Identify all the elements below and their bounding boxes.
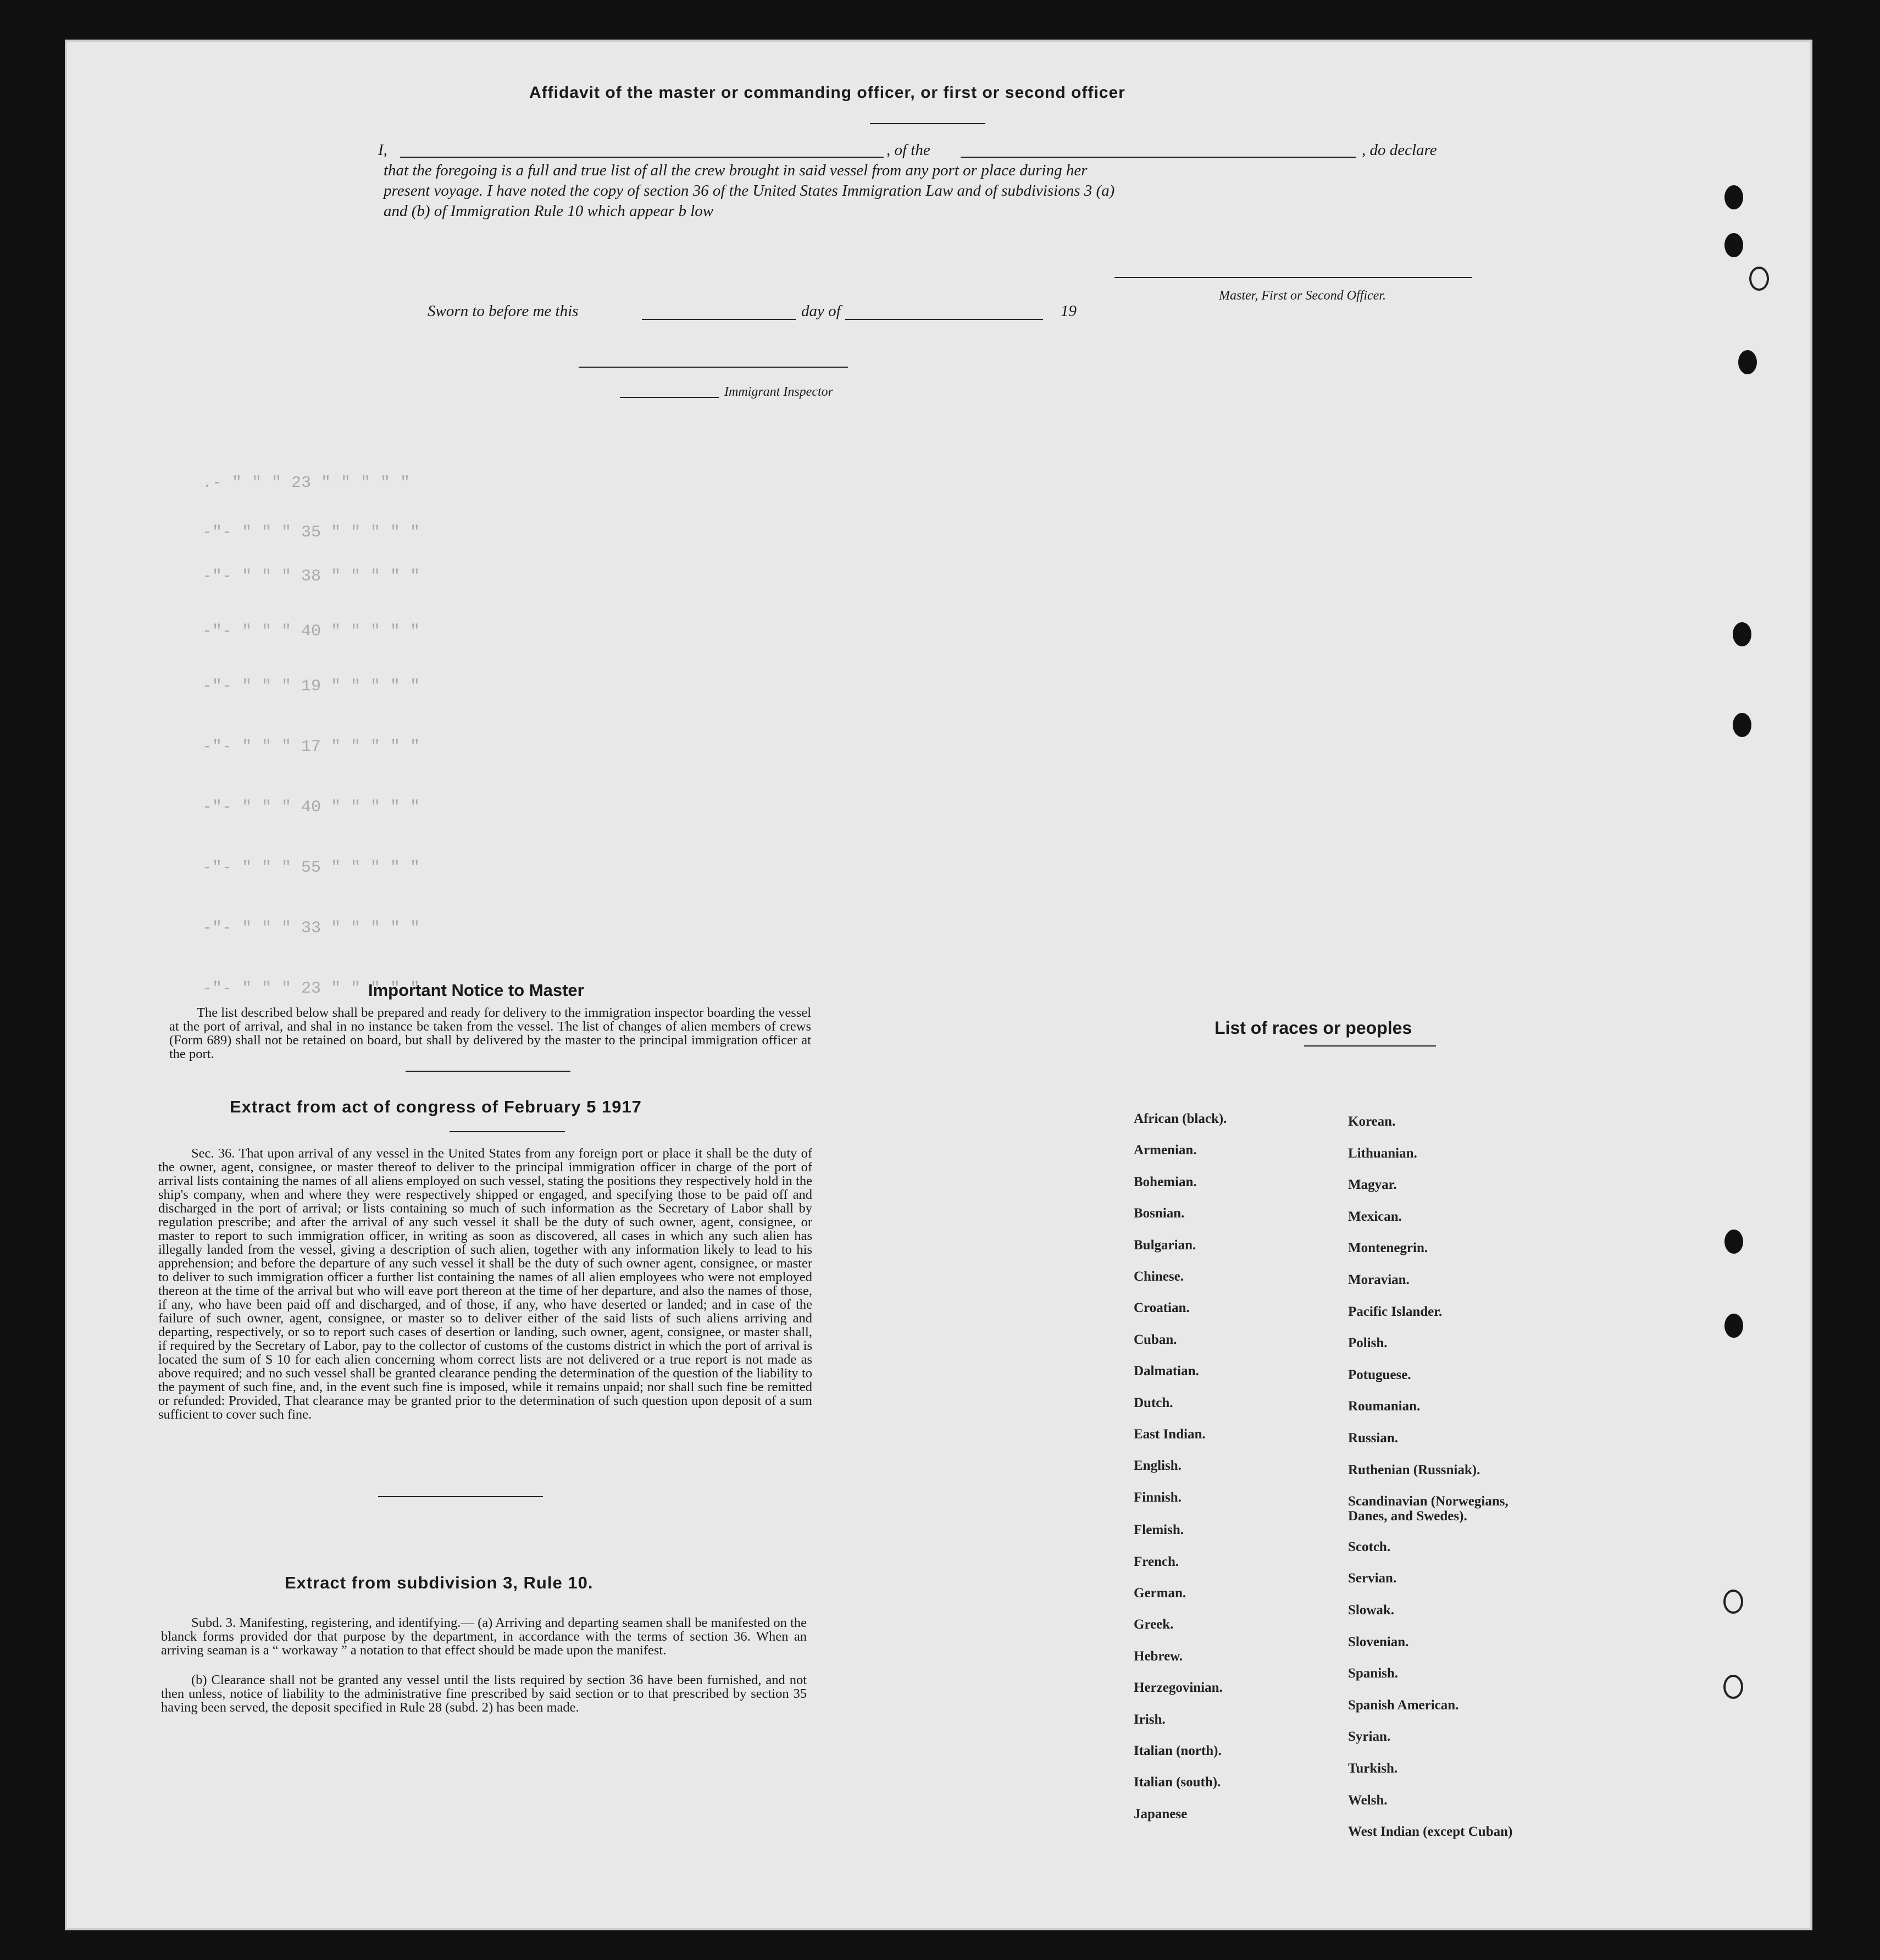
sworn-year: 19 [1061, 302, 1077, 320]
race-item: Italian (north). [1134, 1743, 1222, 1758]
race-item: African (black). [1134, 1111, 1227, 1126]
punch-hole [1724, 233, 1743, 257]
race-item: Moravian. [1348, 1272, 1410, 1287]
race-item: Chinese. [1134, 1269, 1184, 1284]
race-item: Spanish. [1348, 1666, 1399, 1681]
master-signature-field[interactable] [1114, 277, 1472, 278]
race-item: Syrian. [1348, 1729, 1391, 1745]
races-rule [1304, 1045, 1436, 1047]
race-item: Croatian. [1134, 1300, 1190, 1316]
race-item: Danes, and Swedes). [1348, 1509, 1467, 1524]
affidavit-title: Affidavit of the master or commanding officer, or first or second officer [529, 84, 1125, 102]
race-item: Turkish. [1348, 1761, 1398, 1776]
sworn-day-field[interactable] [642, 319, 796, 320]
manifest-page: .- " " " 23 " " " " " -"- " " " 35 " " " " " -"- " " " 38 " " " " " -"- " " " 40 " " " " " -"- " " " 19 " " " " " -"- " " " 17 " " " " " -"- " " " 40 " " " " " -"- " " " 55 " " " " " -"- " " " 33 " " " " " -"- " " " 23 " " " " " Affidavit of the master or commanding officer, or first or second officer I, , of the , do declare that the foregoing is a full and true list of all the crew brought in said vessel from any port or place during her present voyage. I have noted the copy of section 36 of the United States Immigration Law and of subdivisions 3 (a) and (b) of Immigration Rule 10 which appear b low Master, First or Second Officer. Sworn to before me this day of 19 Immigrant Inspector Important Notice to Master The list described below shall be prepared and ready for delivery to the immigration inspector boarding the vessel at the port of arrival, and shal in no instance be taken from the vessel. The list of changes of alien members of crews (Form 689) shall not be retained on board, but shall by delivered by the master to the principal immigration officer at the port. Extract from act of congress of February 5 1917 Sec. 36. That upon arrival of any vessel in the United States from any foreign port or place it shall be the duty of the owner, agent, consignee, or master thereof to deliver to the principal immigration officer in charge of the port of arrival lists containing the names of all aliens employed on such vessel, stating the positions they respectively hold in the ship's company, when and where they were respectively shipped or engaged, and specifying those to be paid off and discharged in the port of arrival; or lists containing so much of such information as the Secretary of Labor shall by regulation prescribe; and after the arrival of any such vessel it shall be the duty of such owner, agent, consignee, or master to report to such immigration officer, in writing as soon as discovered, all cases in which any such alien has illegally landed from the vessel, giving a description of such alien, together with any information likely to lead to his apprehension; and before the departure of any such vessel it shall be the duty of such owner agent, consignee, or master to deliver to such immigration officer a further list containing the names of all alien employees who were not employed thereon at the time of the arrival but who will eave port thereon at the time of her departure, and also the names of those, if any, who have been paid off and discharged, and of those, if any, who have deserted or landed; and in case of the failure of such owner, agent, consignee, or master so to deliver either of the said lists of such aliens arriving and departing, respectively, or so to report such cases of desertion or landing, such owner, agent, consignee, or master shall, if required by the Secretary of Labor, pay to the collector of customs of the customs district in which the port of arrival is located the sum of $ 10 for each alien concerning whom correct lists are not delivered or a true report is not made as above required; and no such vessel shall be granted clearance pending the determination of the question of the liability to the payment of such fine, and, in the event such fine is imposed, while it remains unpaid; nor shall such fine be remitted or refunded: Provided, That clearance may be granted prior to the determination of such question upon deposit of a sum sufficient to cover such fine. Extract from subdivision 3, Rule 10. Subd. 3. Manifesting, registering, and identifying.— (a) Arriving and departing seamen shall be manifested on the blanck forms provided dor that purpose by the department, in accordance with the terms of section 36. When an arriving seaman is a “ workaway ” a notation to that effect should be made upon the manifest. (b) Clearance shall not be granted any vessel until the lists required by section 36 have been furnished, and not then unless, notice of liability to the administrative fine prescribed by said section or to that prescribed by section 35 having been served, the deposit specified in Rule 28 (subd. 2) has been made. List of races or peoples African (black). Armenian. Bohemian. Bosnian. Bulgarian. Chinese. Croatian. Cuban. Dalmatian. Dutch. East Indian. English. Finnish. Flemish. French. German. Greek. Hebrew. Herzegovinian. Irish. Italian (north). Italian (south). Japanese Korean. Lithuanian. Magyar. Mexican. Montenegrin. Moravian. Pacific Islander. Polish. Potuguese. Roumanian. Russian. Ruthenian (Russniak). Scandinavian (Norwegians, Danes, and Swedes). Scotch. Servian. Slowak. Slovenian. Spanish. Spanish American. Syrian. Turkish. Welsh. West Indian (except Cuban) [65, 40, 1812, 1930]
race-item: Armenian. [1134, 1143, 1197, 1158]
race-item: Spanish American. [1348, 1697, 1459, 1713]
race-item: Bohemian. [1134, 1174, 1197, 1189]
race-item: Servian. [1348, 1571, 1397, 1586]
race-item: Hebrew. [1134, 1648, 1183, 1664]
punch-hole [1749, 267, 1769, 291]
label-of-the: , of the [886, 141, 930, 159]
race-item: Slowak. [1348, 1603, 1395, 1618]
race-item: Bosnian. [1134, 1206, 1185, 1221]
punch-hole [1733, 622, 1751, 646]
race-item: Flemish. [1134, 1522, 1184, 1538]
race-item: Roumanian. [1348, 1399, 1421, 1414]
rule-body-b: (b) Clearance shall not be granted any vessel until the lists required by section 36 have been furnished, and not then unless, notice of liability to the administrative fine prescribed by said section or to that prescribed by section 35 having been served, the deposit specified in Rule 28 (subd. 2) has been made. [161, 1673, 807, 1715]
affidavit-line-1 [378, 141, 1521, 163]
punch-hole [1724, 185, 1743, 209]
rule-body-a: Subd. 3. Manifesting, registering, and identifying.— (a) Arriving and departing seamen shall be manifested on the blanck forms provided dor that purpose by the department, in accordance with the terms of section 36. When an arriving seaman is a “ workaway ” a notation to that effect should be made upon the manifest. [161, 1615, 807, 1658]
race-item: Finnish. [1134, 1490, 1182, 1505]
punch-hole [1724, 1230, 1743, 1254]
inspector-label: Immigrant Inspector [724, 385, 833, 399]
race-item: Scotch. [1348, 1539, 1391, 1554]
label-day-of: day of [801, 302, 841, 320]
race-item: Montenegrin. [1348, 1241, 1428, 1256]
label-do-declare: , do declare [1362, 141, 1437, 159]
race-item: Scandinavian (Norwegians, [1348, 1494, 1509, 1509]
race-item: Korean. [1348, 1114, 1396, 1129]
act-rule [450, 1131, 565, 1132]
race-item: West Indian (except Cuban) [1348, 1824, 1513, 1840]
inspector-short-rule [620, 397, 719, 398]
race-item: Potuguese. [1348, 1367, 1411, 1382]
sworn-month-field[interactable] [845, 319, 1043, 320]
race-item: Pacific Islander. [1348, 1304, 1443, 1319]
race-item: Japanese [1134, 1806, 1188, 1821]
race-item: English. [1134, 1458, 1182, 1474]
race-item: Italian (south). [1134, 1775, 1221, 1790]
notice-title: Important Notice to Master [368, 981, 584, 1000]
race-item: Cuban. [1134, 1332, 1177, 1347]
punch-hole [1723, 1590, 1743, 1614]
act-end-rule [378, 1496, 543, 1497]
label-i: I, [378, 141, 387, 159]
punch-hole [1723, 1675, 1743, 1699]
race-item: Lithuanian. [1348, 1145, 1417, 1161]
race-item: Slovenian. [1348, 1634, 1409, 1649]
affidavit-line-4: and (b) of Immigration Rule 10 which appear b low [384, 202, 714, 220]
inspector-signature-field[interactable] [579, 367, 848, 368]
label-sworn: Sworn to before me this [428, 302, 579, 320]
race-item: Mexican. [1348, 1209, 1402, 1224]
race-item: Irish. [1134, 1712, 1166, 1727]
race-item: Dalmatian. [1134, 1364, 1199, 1379]
name-field[interactable] [400, 157, 884, 158]
race-item: Herzegovinian. [1134, 1680, 1223, 1696]
race-item: German. [1134, 1586, 1186, 1601]
title-rule [870, 123, 985, 124]
sworn-line [428, 302, 1197, 324]
race-item: Bulgarian. [1134, 1237, 1196, 1253]
punch-hole [1738, 350, 1757, 374]
race-item: Russian. [1348, 1431, 1399, 1446]
act-title: Extract from act of congress of February 5 1917 [230, 1097, 642, 1116]
punch-hole [1733, 713, 1751, 737]
race-item: Welsh. [1348, 1792, 1388, 1808]
races-title: List of races or peoples [1214, 1018, 1412, 1038]
affidavit-line-3: present voyage. I have noted the copy of section 36 of the United States Immigration Law and of subdivisions 3 (a) [384, 182, 1115, 200]
notice-body: The list described below shall be prepared and ready for delivery to the immigration inspector boarding the vessel at the port of arrival, and shal in no instance be taken from the vessel. The list of changes of alien members of crews (Form 689) shall not be retained on board, but shall by delivered by the master to the principal immigration officer at the port. [169, 1005, 811, 1061]
race-item: Greek. [1134, 1617, 1174, 1632]
rule-title: Extract from subdivision 3, Rule 10. [285, 1573, 594, 1592]
act-body: Sec. 36. That upon arrival of any vessel in the United States from any foreign port or place it shall be the duty of the owner, agent, consignee, or master thereof to deliver to the principal immigration officer in charge of the port of arrival lists containing the names of all aliens employed on such vessel, stating the positions they respectively hold in the ship's company, when and where they were respectively shipped or engaged, and specifying those to be paid off and discharged in the port of arrival; or lists containing so much of such information as the Secretary of Labor shall by regulation prescribe; and after the arrival of any such vessel it shall be the duty of such owner, agent, consignee, or master to report to such immigration officer, in writing as soon as discovered, all cases in which any such alien has illegally landed from the vessel, giving a description of such alien, together with any information likely to lead to his apprehension; and before the departure of any such vessel it shall be the duty of such owner agent, consignee, or master to deliver to such immigration officer a further list containing the names of all alien employees who were not employed thereon at the time of the arrival but who will eave port thereon at the time of her departure, and also the names of those, if any, who have been paid off and discharged, and of those, if any, who have deserted or landed; and in case of the failure of such owner, agent, consignee, or master so to deliver either of the said lists of such aliens arriving and departing, respectively, or so to report such cases of desertion or landing, such owner, agent, consignee, or master shall, if required by the Secretary of Labor, pay to the collector of customs of the customs district in which the port of arrival is located the sum of $ 10 for each alien concerning whom correct lists are not delivered or a true report is not made as above required; and no such vessel shall be granted clearance pending the determination of the question of the liability to the payment of such fine, and, in the event such fine is imposed, while it remains unpaid; nor shall such fine be remitted or refunded: Provided, That clearance may be granted prior to the determination of such question upon deposit of a sum sufficient to cover such fine. [158, 1146, 812, 1422]
vessel-field[interactable] [961, 157, 1356, 158]
race-item: East Indian. [1134, 1427, 1206, 1442]
punch-hole [1724, 1314, 1743, 1338]
notice-rule [406, 1071, 570, 1072]
master-signature-label: Master, First or Second Officer. [1219, 289, 1386, 303]
race-item: Ruthenian (Russniak). [1348, 1462, 1480, 1477]
race-item: French. [1134, 1554, 1179, 1569]
affidavit-line-2: that the foregoing is a full and true list of all the crew brought in said vessel from any port or place during her [384, 162, 1088, 179]
race-item: Polish. [1348, 1336, 1388, 1351]
race-item: Magyar. [1348, 1177, 1397, 1193]
race-item: Dutch. [1134, 1395, 1173, 1410]
